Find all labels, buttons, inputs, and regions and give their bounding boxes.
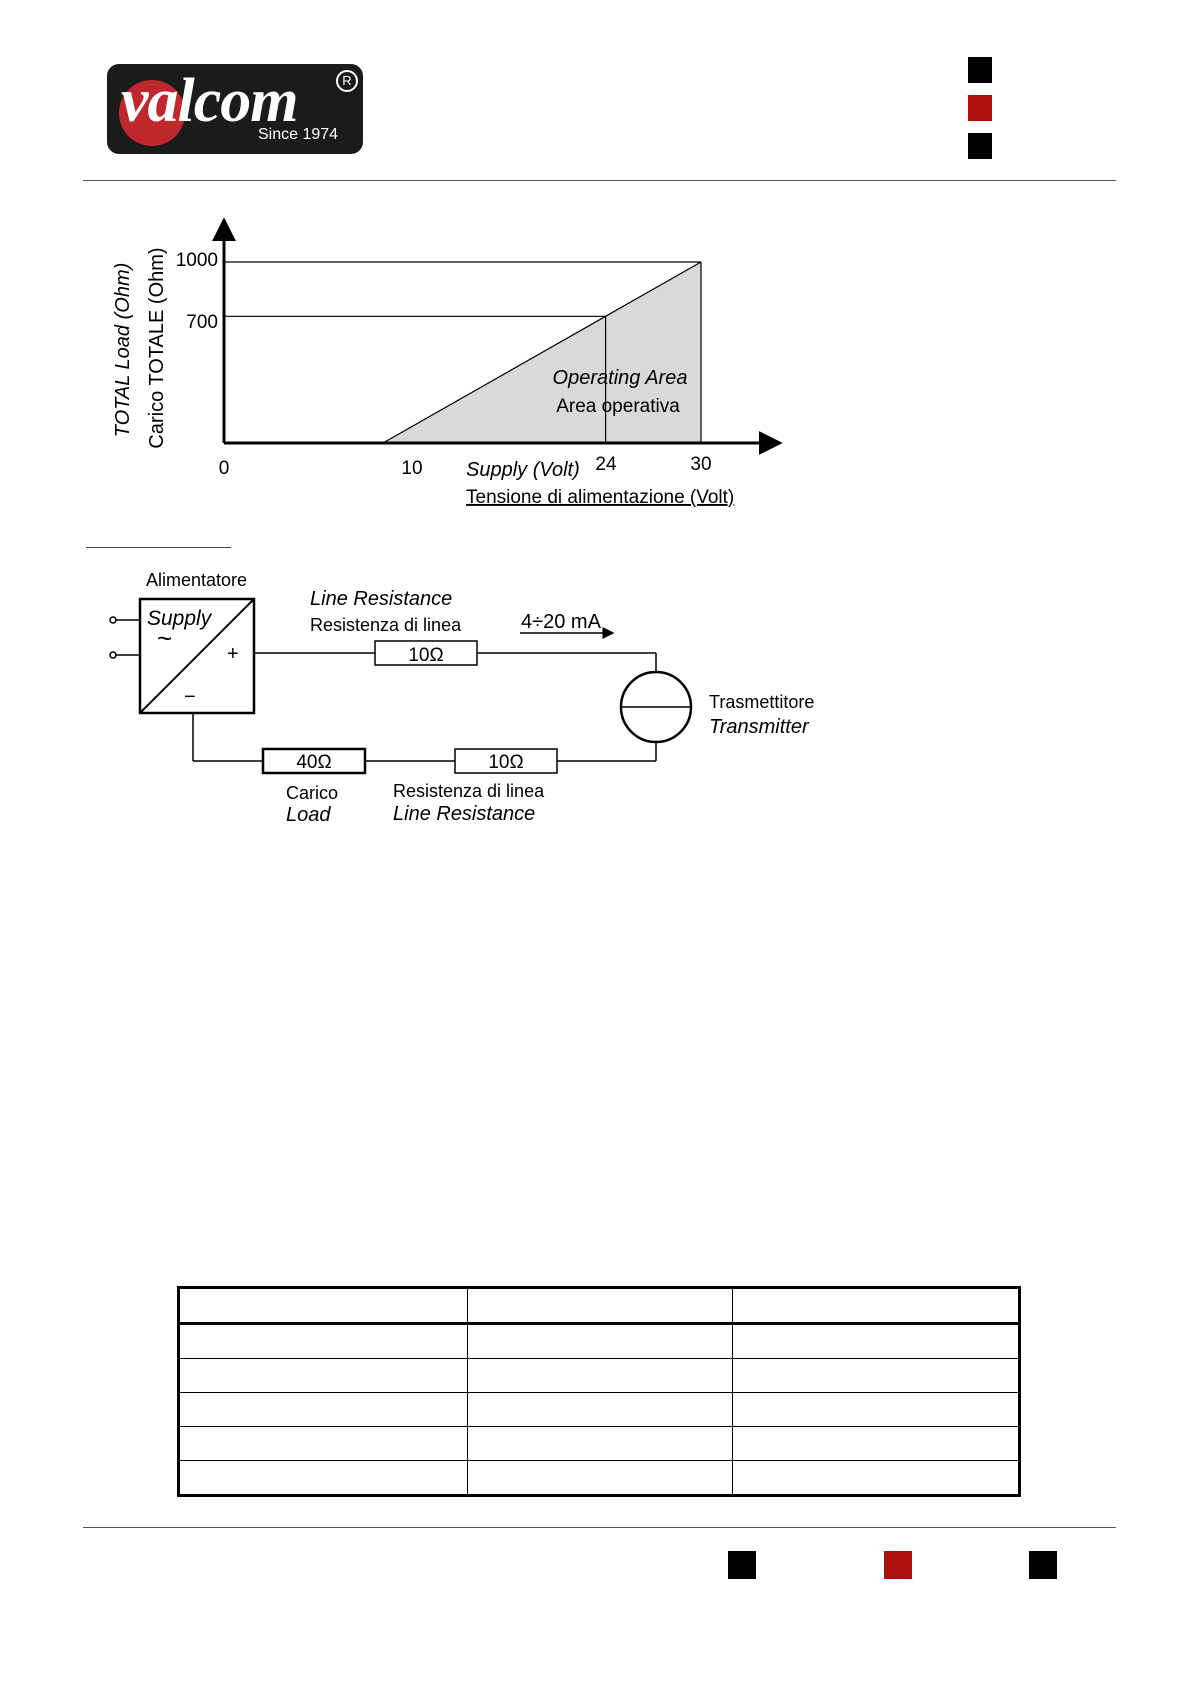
footer-marker-black-right [1029, 1551, 1057, 1579]
registered-mark: R [336, 70, 358, 92]
table-cell [468, 1324, 733, 1359]
footer-marker-black-left [728, 1551, 756, 1579]
table-cell [733, 1359, 1020, 1393]
header-marker-black-top [968, 57, 992, 83]
table-cell [468, 1393, 733, 1427]
header-marker-black-bottom [968, 133, 992, 159]
table-cell [179, 1427, 468, 1461]
table-cell [179, 1393, 468, 1427]
table-row [179, 1359, 1020, 1393]
header-marker-red [968, 95, 992, 121]
input-terminal [110, 617, 116, 623]
footer-marker-red [884, 1551, 912, 1579]
resistor-load-value: 40Ω [296, 752, 332, 773]
table-cell [468, 1427, 733, 1461]
section-rule [86, 547, 231, 548]
supply-label: Supply [147, 607, 212, 630]
x-tick-label: 0 [218, 458, 230, 479]
line-resistance-top-label-italian: Resistenza di linea [310, 615, 462, 635]
operating-area-label-italian: Area operativa [556, 396, 680, 417]
y-tick-label: 700 [186, 312, 218, 333]
y-axis-label-italian: Carico TOTALE (Ohm) [146, 247, 168, 449]
x-tick-label: 24 [595, 454, 617, 475]
resistor-bottom-value: 10Ω [488, 752, 524, 773]
footer-rule [83, 1527, 1116, 1528]
x-tick-label: 10 [401, 458, 423, 479]
loop-circuit-diagram [100, 555, 860, 845]
table-header-cell [468, 1288, 733, 1324]
supply-ac-symbol: ~ [157, 623, 173, 653]
table-cell [468, 1461, 733, 1496]
table-header-row [179, 1288, 1020, 1324]
y-tick-label: 1000 [175, 250, 218, 271]
operating-area-label: Operating Area [552, 367, 688, 389]
table-header-cell [733, 1288, 1020, 1324]
logo-wordmark: valcom [121, 67, 298, 135]
transmitter-label: Transmitter [709, 716, 809, 738]
supply-minus: − [184, 686, 196, 708]
valcom-logo [107, 64, 363, 154]
specification-table [177, 1286, 1021, 1497]
load-vs-supply-chart [100, 210, 810, 520]
table-cell [733, 1393, 1020, 1427]
table-cell [733, 1324, 1020, 1359]
header-rule [83, 180, 1116, 181]
table-cell [733, 1461, 1020, 1496]
x-axis-label: Supply (Volt) [466, 459, 580, 481]
supply-title: Alimentatore [146, 570, 248, 590]
table-row [179, 1324, 1020, 1359]
resistor-top-value: 10Ω [408, 645, 444, 666]
load-label: Load [286, 804, 331, 826]
line-resistance-bottom-label-italian: Resistenza di linea [393, 781, 545, 801]
table-cell [179, 1461, 468, 1496]
line-resistance-bottom-label: Line Resistance [393, 803, 536, 825]
y-axis-label: TOTAL Load (Ohm) [112, 262, 134, 438]
table-cell [179, 1324, 468, 1359]
table-cell [179, 1359, 468, 1393]
load-label-italian: Carico [286, 783, 339, 803]
table-header-cell [179, 1288, 468, 1324]
line-resistance-top-label: Line Resistance [310, 588, 453, 610]
table-row [179, 1427, 1020, 1461]
table-row [179, 1461, 1020, 1496]
logo-tagline: Since 1974 [258, 126, 339, 143]
table-cell [468, 1359, 733, 1393]
table-row [179, 1393, 1020, 1427]
x-tick-label: 30 [690, 454, 712, 475]
x-axis-label-italian: Tensione di alimentazione (Volt) [466, 487, 735, 508]
current-label: 4÷20 mA [521, 611, 601, 633]
table-cell [733, 1427, 1020, 1461]
input-terminal [110, 652, 116, 658]
supply-plus: + [227, 643, 239, 665]
transmitter-label-italian: Trasmettitore [709, 692, 815, 712]
